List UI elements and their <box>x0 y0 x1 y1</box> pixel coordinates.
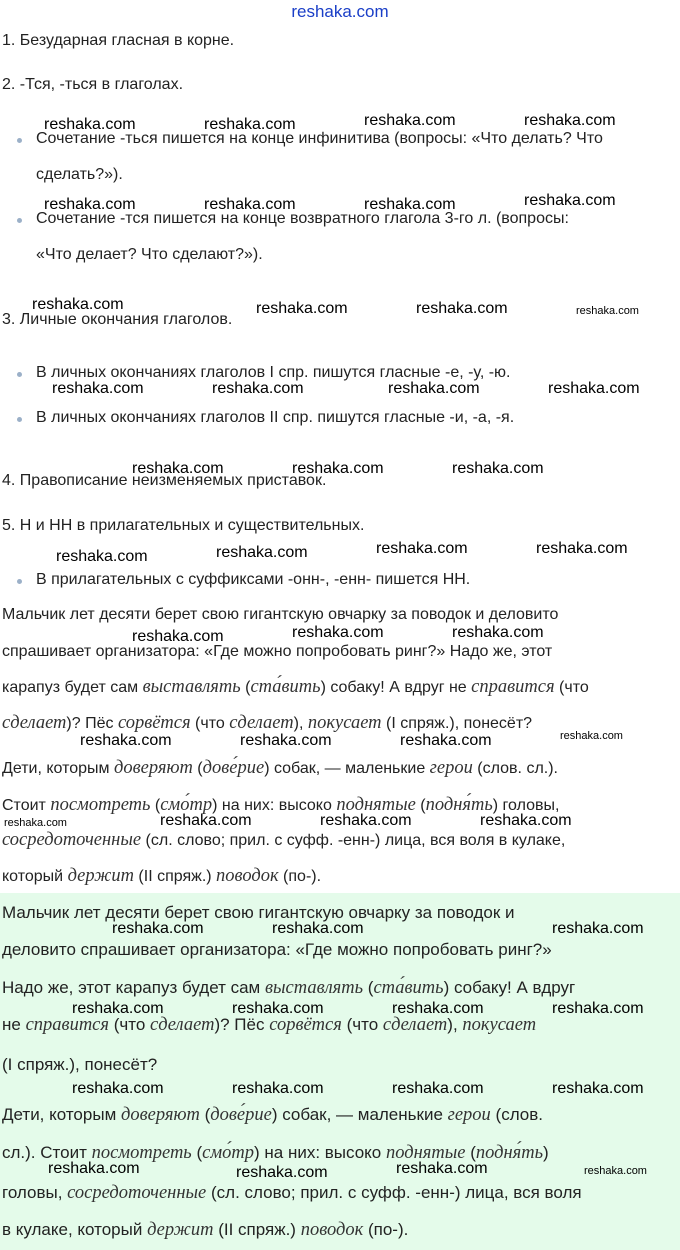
marked-word: держит <box>147 1220 214 1240</box>
passage-2-line <box>2 1015 536 1036</box>
marked-word: сосредоточенные <box>2 830 142 850</box>
text-fragment: Дети, которым <box>2 1105 121 1124</box>
marked-word: герои <box>447 1105 491 1125</box>
passage-2-line <box>2 1220 408 1241</box>
bullet-3: В личных окончаниях глаголов I спр. пишутся гласные -е, -у, -ю. <box>36 364 511 381</box>
watermark: reshaka.com <box>48 1160 140 1177</box>
watermark: reshaka.com <box>388 380 480 397</box>
watermark: reshaka.com <box>524 112 616 129</box>
marked-word: покусает <box>307 713 382 733</box>
passage-2-line <box>2 1183 582 1204</box>
text-fragment: ), <box>447 1015 463 1034</box>
watermark: reshaka.com <box>236 1164 328 1181</box>
bullet-dot <box>17 138 22 143</box>
text-fragment: ( <box>415 797 426 814</box>
watermark: reshaka.com <box>480 812 572 829</box>
watermark: reshaka.com <box>552 1000 644 1017</box>
watermark: reshaka.com <box>240 732 332 749</box>
marked-word: дове́рие <box>210 1105 272 1125</box>
watermark: reshaka.com <box>216 544 308 561</box>
watermark: reshaka.com <box>232 1000 324 1017</box>
watermark: reshaka.com <box>552 1080 644 1097</box>
marked-word: ста́вить <box>250 677 321 697</box>
marked-word: подня́ть <box>475 1143 544 1163</box>
watermark: reshaka.com <box>72 1000 164 1017</box>
heading-4: 4. Правописание неизменяемых приставок. <box>2 472 327 489</box>
bullet-5: В прилагательных с суффиксами -онн-, -енн- пишется НН. <box>36 571 471 588</box>
watermark: reshaka.com <box>392 1000 484 1017</box>
text-fragment: который <box>2 868 68 885</box>
passage-2-line: деловито спрашивает организатора: «Где можно попробовать ринг?» <box>2 940 552 959</box>
marked-word: посмотреть <box>50 795 151 815</box>
text-fragment: ) на них: высоко <box>254 1143 386 1162</box>
marked-word: сделает <box>229 713 294 733</box>
text-fragment: Дети, которым <box>2 760 114 777</box>
text-fragment: ( <box>192 760 203 777</box>
passage-2-line: (I спряж.), понесёт? <box>2 1055 158 1074</box>
passage-2-line: Мальчик лет десяти берет свою гигантскую овчарку за поводок и <box>2 903 515 922</box>
bullet-dot <box>17 579 22 584</box>
bullet-dot <box>17 417 22 422</box>
text-fragment: карапуз будет сам <box>2 679 143 696</box>
marked-word: ста́вить <box>373 978 444 998</box>
marked-word: поднятые <box>336 795 416 815</box>
watermark: reshaka.com <box>212 380 304 397</box>
watermark: reshaka.com <box>584 1165 647 1177</box>
marked-word: справится <box>471 677 555 697</box>
site-title[interactable]: reshaka.com <box>291 2 389 21</box>
watermark: reshaka.com <box>44 116 136 133</box>
text-fragment: (по-). <box>363 1220 409 1239</box>
text-fragment: ) на них: высоко <box>212 797 337 814</box>
marked-word: смо́тр <box>202 1143 254 1163</box>
passage-2-line <box>2 1105 543 1126</box>
marked-word: сосредоточенные <box>67 1183 207 1203</box>
watermark: reshaka.com <box>396 1160 488 1177</box>
heading-5: 5. Н и НН в прилагательных и существительных. <box>2 517 365 534</box>
text-fragment: ) собак, — маленькие <box>264 760 430 777</box>
watermark: reshaka.com <box>552 920 644 937</box>
watermark: reshaka.com <box>272 920 364 937</box>
text-fragment: ), <box>293 715 308 732</box>
heading-3: 3. Личные окончания глаголов. <box>2 311 233 328</box>
marked-word: держит <box>67 866 134 886</box>
text-fragment: ) головы, <box>492 797 560 814</box>
text-fragment: ) собаку! А вдруг не <box>320 679 472 696</box>
marked-word: поводок <box>300 1220 364 1240</box>
bullet-4: В личных окончаниях глаголов II спр. пишутся гласные -и, -а, -я. <box>36 409 515 426</box>
text-fragment: сл.). Стоит <box>2 1143 92 1162</box>
text-fragment: в кулаке, который <box>2 1220 148 1239</box>
marked-word: сделает <box>382 1015 448 1035</box>
marked-word: смо́тр <box>160 795 213 815</box>
watermark: reshaka.com <box>4 817 67 829</box>
marked-word: справится <box>25 1015 109 1035</box>
heading-1: 1. Безударная гласная в корне. <box>2 32 235 49</box>
text-fragment: (I спряж.), понесёт? <box>381 715 533 732</box>
watermark: reshaka.com <box>72 1080 164 1097</box>
marked-word: покусает <box>462 1015 537 1035</box>
watermark: reshaka.com <box>204 116 296 133</box>
heading-2: 2. -Тся, -ться в глаголах. <box>2 76 184 93</box>
text-fragment: (что <box>341 1015 383 1034</box>
watermark: reshaka.com <box>56 548 148 565</box>
marked-word: подня́ть <box>425 795 493 815</box>
bullet-2-line-2: «Что делает? Что сделают?»). <box>36 246 263 263</box>
text-fragment: (II спряж.) <box>213 1220 301 1239</box>
watermark: reshaka.com <box>452 460 544 477</box>
text-fragment: Надо же, этот карапуз будет сам <box>2 978 265 997</box>
bullet-dot <box>17 218 22 223</box>
marked-word: доверяют <box>113 758 193 778</box>
watermark: reshaka.com <box>536 540 628 557</box>
text-fragment: ( <box>363 978 374 997</box>
marked-word: доверяют <box>120 1105 200 1125</box>
marked-word: выставлять <box>264 978 364 998</box>
text-fragment: (что <box>554 679 589 696</box>
text-fragment: (II спряж.) <box>133 868 217 885</box>
passage-1-line <box>2 677 589 698</box>
text-fragment: ( <box>465 1143 476 1162</box>
text-fragment: ) собаку! А вдруг <box>443 978 576 997</box>
watermark: reshaka.com <box>416 300 508 317</box>
text-fragment: (сл. слово; прил. с суфф. -енн-) лица, вся воля в кулаке, <box>141 832 566 849</box>
watermark: reshaka.com <box>232 1080 324 1097</box>
text-fragment: ( <box>199 1105 211 1124</box>
watermark: reshaka.com <box>392 1080 484 1097</box>
passage-1-line: спрашивает организатора: «Где можно попробовать ринг?» Надо же, этот <box>2 643 553 660</box>
bullet-dot <box>17 372 22 377</box>
marked-word: поднятые <box>385 1143 466 1163</box>
watermark: reshaka.com <box>364 112 456 129</box>
bullet-1-line-2: сделать?»). <box>36 166 123 183</box>
marked-word: посмотреть <box>91 1143 192 1163</box>
text-fragment: )? Пёс <box>66 715 118 732</box>
passage-1-line <box>2 758 558 779</box>
watermark: reshaka.com <box>80 732 172 749</box>
marked-word: поводок <box>216 866 279 886</box>
watermark: reshaka.com <box>160 812 252 829</box>
text-fragment: головы, <box>2 1183 68 1202</box>
marked-word: герои <box>429 758 473 778</box>
text-fragment: Стоит <box>2 797 51 814</box>
text-fragment: (что <box>109 1015 151 1034</box>
text-fragment: (по-). <box>278 868 322 885</box>
text-fragment: ) собак, — маленькие <box>271 1105 448 1124</box>
watermark: reshaka.com <box>576 305 639 317</box>
watermark: reshaka.com <box>320 812 412 829</box>
watermark: reshaka.com <box>256 300 348 317</box>
marked-word: сделает <box>2 713 67 733</box>
watermark: reshaka.com <box>400 732 492 749</box>
text-fragment: (слов. сл.). <box>472 760 558 777</box>
marked-word: выставлять <box>142 677 241 697</box>
passage-1-line <box>2 795 559 816</box>
marked-word: дове́рие <box>202 758 265 778</box>
text-fragment: ( <box>150 797 161 814</box>
text-fragment: ( <box>191 1143 203 1162</box>
text-fragment: ( <box>240 679 251 696</box>
text-fragment: )? Пёс <box>214 1015 270 1034</box>
passage-2-line <box>2 978 575 999</box>
marked-word: сделает <box>150 1015 215 1035</box>
passage-1-line <box>2 830 565 851</box>
passage-1-line <box>2 866 321 887</box>
watermark: reshaka.com <box>32 296 124 313</box>
passage-1-line: Мальчик лет десяти берет свою гигантскую овчарку за поводок и деловито <box>2 606 559 623</box>
passage-1-line <box>2 713 532 734</box>
watermark: reshaka.com <box>204 196 296 213</box>
watermark: reshaka.com <box>132 460 224 477</box>
bullet-1-line-1: Сочетание -ться пишется на конце инфинитива (вопросы: «Что делать? Что <box>36 130 603 147</box>
watermark: reshaka.com <box>132 628 224 645</box>
watermark: reshaka.com <box>292 460 384 477</box>
watermark: reshaka.com <box>524 192 616 209</box>
text-fragment: (слов. <box>490 1105 544 1124</box>
watermark: reshaka.com <box>292 624 384 641</box>
watermark: reshaka.com <box>376 540 468 557</box>
watermark: reshaka.com <box>560 730 623 742</box>
watermark: reshaka.com <box>452 624 544 641</box>
text-fragment: не <box>2 1015 26 1034</box>
marked-word: сорвётся <box>117 713 191 733</box>
watermark: reshaka.com <box>364 196 456 213</box>
watermark: reshaka.com <box>112 920 204 937</box>
text-fragment: (что <box>190 715 230 732</box>
text-fragment: ) <box>543 1143 549 1162</box>
watermark: reshaka.com <box>52 380 144 397</box>
watermark: reshaka.com <box>548 380 640 397</box>
marked-word: сорвётся <box>269 1015 342 1035</box>
text-fragment: (сл. слово; прил. с суфф. -енн-) лица, вся воля <box>206 1183 582 1202</box>
bullet-2-line-1: Сочетание -тся пишется на конце возвратного глагола 3-го л. (вопросы: <box>36 210 569 227</box>
watermark: reshaka.com <box>44 196 136 213</box>
